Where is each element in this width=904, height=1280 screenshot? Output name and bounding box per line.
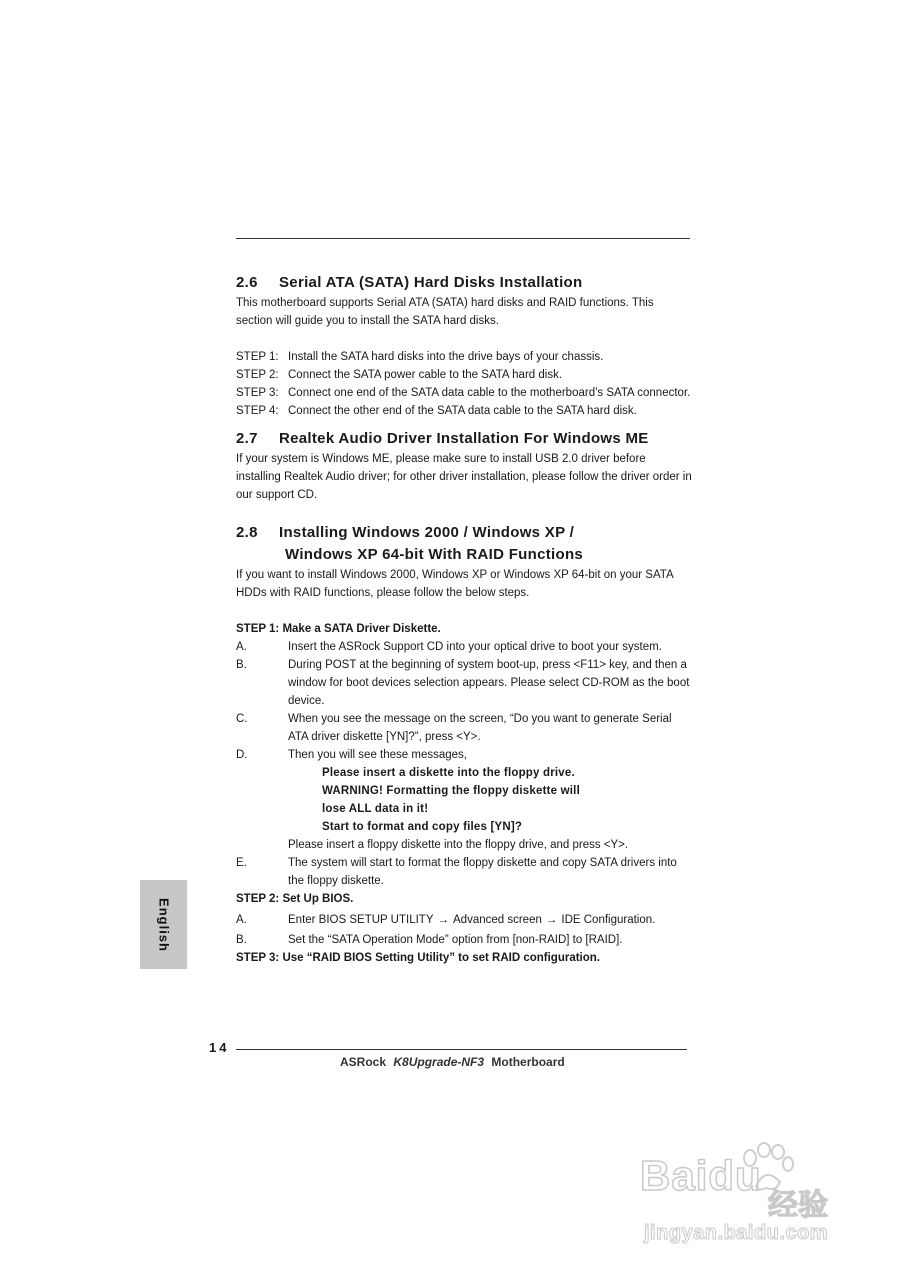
item-label: E.	[236, 857, 247, 869]
message-line: Please insert a diskette into the floppy drive.	[322, 767, 575, 779]
section-2-8-intro: If you want to install Windows 2000, Windows XP or Windows XP 64-bit on your SATA HDDs with RAID functions, please follow the below steps.	[236, 569, 673, 599]
section-title: Realtek Audio Driver Installation For Windows ME	[279, 430, 649, 447]
step2-item-a	[236, 911, 692, 929]
bios-path-part: Enter BIOS SETUP UTILITY	[288, 914, 434, 926]
footer-brand: ASRock	[340, 1055, 387, 1069]
section-2-8-heading	[236, 522, 692, 566]
message-line: lose ALL data in it!	[322, 803, 429, 815]
step-row	[236, 384, 692, 402]
language-side-tab	[140, 880, 187, 969]
section-2-6-heading	[236, 272, 692, 294]
step1-item	[236, 746, 692, 764]
item-text: The system will start to format the floppy diskette and copy SATA drivers into the floppy diskette.	[288, 857, 677, 887]
step-row	[236, 348, 692, 366]
section-number: 2.8	[236, 524, 258, 541]
watermark-url: jingyan.baidu.com	[644, 1222, 829, 1244]
bottom-rule	[236, 1049, 687, 1050]
step-label: STEP 4:	[236, 405, 279, 417]
step1-item	[236, 710, 692, 746]
item-label: B.	[236, 934, 247, 946]
step3-heading: STEP 3: Use “RAID BIOS Setting Utility” to set RAID configuration.	[236, 952, 600, 964]
step-text: Connect one end of the SATA data cable to the motherboard’s SATA connector.	[288, 387, 691, 399]
page-number: 14	[209, 1040, 230, 1055]
watermark-logo: Baidu	[640, 1152, 762, 1199]
section-2-7-body: If your system is Windows ME, please make sure to install USB 2.0 driver before installing Realtek Audio driver; for other driver installation, please follow the driver order in our support CD.	[236, 453, 692, 501]
item-text: When you see the message on the screen, “Do you want to generate Serial ATA driver diskette [YN]?”, press <Y>.	[288, 713, 672, 743]
step2-item-b	[236, 931, 692, 949]
message-line: Start to format and copy files [YN]?	[322, 821, 523, 833]
item-text: Then you will see these messages,	[288, 749, 467, 761]
step-label: STEP 1:	[236, 351, 279, 363]
item-text: Insert the ASRock Support CD into your optical drive to boot your system.	[288, 641, 662, 653]
item-label: D.	[236, 749, 248, 761]
section-title-line1: Installing Windows 2000 / Windows XP /	[279, 524, 575, 541]
bios-path-part: IDE Configuration.	[561, 914, 656, 926]
step-label: STEP 2:	[236, 369, 279, 381]
section-number: 2.7	[236, 430, 258, 447]
item-label: A.	[236, 914, 247, 926]
step1-heading: STEP 1: Make a SATA Driver Diskette.	[236, 623, 441, 635]
step2-heading: STEP 2: Set Up BIOS.	[236, 893, 354, 905]
section-title: Serial ATA (SATA) Hard Disks Installation	[279, 274, 583, 291]
baidu-watermark	[640, 1140, 850, 1250]
step-text: Connect the SATA power cable to the SATA hard disk.	[288, 369, 563, 381]
step-label: STEP 3:	[236, 387, 279, 399]
step1-item	[236, 656, 692, 710]
arrow-right-icon: →	[437, 914, 449, 926]
item-label: A.	[236, 641, 247, 653]
footer	[340, 1055, 565, 1069]
step-text: Install the SATA hard disks into the drive bays of your chassis.	[288, 351, 604, 363]
after-messages-text: Please insert a floppy diskette into the floppy drive, and press <Y>.	[288, 839, 629, 851]
top-rule	[236, 238, 690, 239]
section-2-6-intro: This motherboard supports Serial ATA (SATA) hard disks and RAID functions. This section will guide you to install the SATA hard disks.	[236, 297, 654, 327]
watermark-cn: 经验	[768, 1189, 828, 1222]
footer-suffix: Motherboard	[491, 1055, 565, 1069]
step1-item	[236, 854, 692, 890]
message-line: WARNING! Formatting the floppy diskette will	[322, 785, 580, 797]
bios-path-part: Advanced screen	[453, 914, 542, 926]
side-tab-label: English	[156, 897, 171, 952]
step-text: Connect the other end of the SATA data cable to the SATA hard disk.	[288, 405, 637, 417]
arrow-right-icon: →	[545, 914, 558, 926]
section-2-7-heading	[236, 428, 692, 450]
section-number: 2.6	[236, 274, 258, 291]
item-text: During POST at the beginning of system boot-up, press <F11> key, and then a window for boot devices selection appears. Please select CD-ROM as the boot device.	[288, 659, 690, 707]
item-text: Set the “SATA Operation Mode” option from [non-RAID] to [RAID].	[288, 934, 623, 946]
footer-model: K8Upgrade-NF3	[393, 1055, 485, 1069]
item-label: C.	[236, 713, 248, 725]
section-title-line2: Windows XP 64-bit With RAID Functions	[285, 546, 584, 563]
step-row	[236, 402, 692, 420]
page-content	[236, 272, 692, 967]
step-row	[236, 366, 692, 384]
item-label: B.	[236, 659, 247, 671]
step1-item	[236, 638, 692, 656]
